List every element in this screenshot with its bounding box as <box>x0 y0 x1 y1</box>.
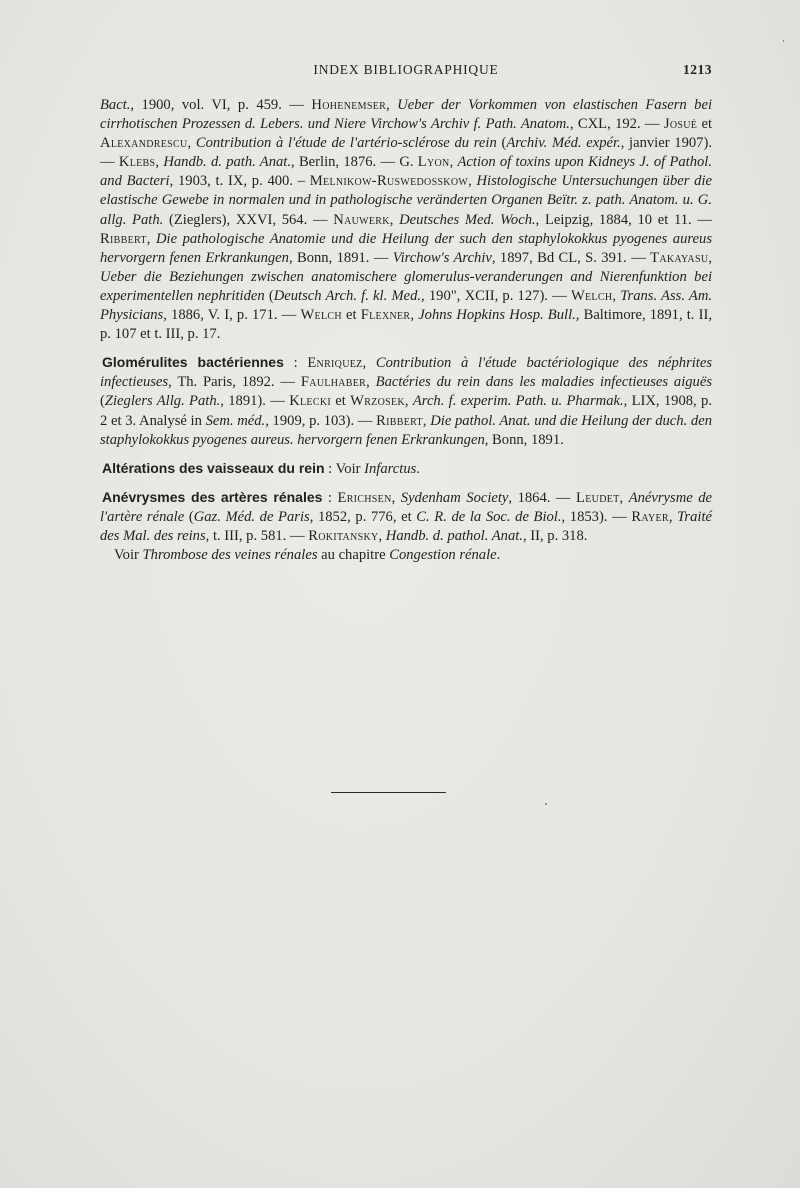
title-text: Trans. Ass. Am. Physicians <box>100 287 713 324</box>
ink-speck <box>783 40 784 42</box>
author-name: Nauwerk <box>333 211 390 228</box>
end-rule <box>331 792 446 793</box>
text-run: : Voir <box>324 460 365 477</box>
text-run: ( <box>264 287 274 304</box>
title-text: Contribution à l'étude de l'artério-sclérose du rein <box>195 135 497 152</box>
text-run: , Bonn, 1891. <box>484 431 564 448</box>
text-run: (Zieglers), XXVI, 564. — <box>163 211 334 228</box>
text-run: , <box>668 508 678 525</box>
author-name: Ribbert <box>376 412 423 429</box>
text-run: , <box>619 489 629 506</box>
see-also-note <box>100 546 712 565</box>
text-run: , <box>362 355 376 372</box>
text-run: , 1903, t. IX, p. 400. – <box>169 173 310 190</box>
text-run: , <box>366 374 376 391</box>
title-text: Traité des Mal. des reins <box>100 508 712 544</box>
text-run: , <box>391 489 401 506</box>
title-text: Bact. <box>100 97 131 113</box>
author-name: Hohenemser <box>311 97 387 113</box>
author-name: Erichsen <box>337 489 392 506</box>
section-glomerulites <box>100 353 712 449</box>
title-text: Handb. d. pathol. Anat. <box>385 527 523 544</box>
section-heading: Anévrysmes des artères rénales <box>102 488 323 505</box>
title-text: Handb. d. path. Anat. <box>163 154 292 171</box>
title-text: Archiv. Méd. expér. <box>506 135 621 152</box>
title-text: Congestion rénale <box>389 547 497 564</box>
author-name: Welch <box>300 307 342 324</box>
text-run: , t. III, p. 581. — <box>205 527 309 544</box>
text-run: , Baltimore, 1891, t. II, p. 107 et t. III, p. 17. <box>100 307 712 343</box>
title-text: Ueber die Beziehungen zwischen anatomischere glomerulus-veranderungen and Nierenfunktion bei experimentellen nephritiden <box>100 268 712 304</box>
section-alterations <box>100 459 712 479</box>
text-run: , 190", XCII, p. 127). — <box>421 287 571 304</box>
text-run: , <box>612 287 621 304</box>
text-run: , <box>404 393 413 410</box>
author-name: Alexandrescu <box>100 135 188 152</box>
author-name: Rokitansky <box>308 527 379 544</box>
text-run: , <box>389 211 400 228</box>
title-text: Gaz. Méd. de Paris <box>193 508 310 525</box>
text-run: , Leipzig, 1884, 10 et 11. — <box>535 211 713 228</box>
text-run: , <box>386 97 398 113</box>
text-run: au chapitre <box>317 547 390 564</box>
author-name: Wrzosek <box>350 393 405 410</box>
text-run: . <box>416 460 420 477</box>
text-run: , <box>422 412 431 429</box>
text-run: , CXL, 192. — <box>569 116 664 133</box>
author-name: Enriquez <box>307 355 363 372</box>
section-anevrysmes <box>100 488 712 546</box>
text-run: ( <box>184 508 194 525</box>
title-text: Die pathol. Anat. und die Heilung der duch. den staphylokokkus pyogenes aureus. hervorgern fenen Erkrankungen <box>100 412 712 448</box>
title-text: Deutsches Med. Woch. <box>399 211 536 228</box>
author-name: Ribbert <box>100 230 147 247</box>
header-title: INDEX BIBLIOGRAPHIQUE <box>313 62 499 77</box>
author-name: Takayasu <box>650 249 709 266</box>
title-text: Sem. méd. <box>205 412 266 429</box>
text-run: , <box>187 135 196 152</box>
text-run: , <box>155 154 164 171</box>
text-run: , 1886, V. I, p. 171. — <box>163 307 301 324</box>
text-run: , Berlin, 1876. — G. <box>291 154 418 171</box>
text-run: , <box>468 173 477 190</box>
section-heading: Altérations des vaisseaux du rein <box>102 459 325 476</box>
text-run: , <box>708 249 712 266</box>
title-text: Die pathologische Anatomie und die Heilung der such den staphylokokkus pyogenes aureus hervorgern fenen Erkrankungen <box>100 230 712 266</box>
text-run: , <box>146 230 156 247</box>
title-text: Sydenham Society <box>400 489 509 506</box>
author-name: Lyon <box>417 154 450 171</box>
author-name: Melnikow-Ruswedosskow <box>309 173 469 190</box>
text-run: , Bonn, 1891. — <box>288 249 393 266</box>
text-run: : <box>322 489 338 506</box>
title-text: Arch. f. experim. Path. u. Pharmak. <box>412 393 624 410</box>
section-heading: Glomérulites bactériennes <box>102 354 284 371</box>
author-name: Klebs <box>118 154 156 171</box>
text-run: , 1852, p. 776, et <box>309 508 417 525</box>
title-text: Johns Hopkins Hosp. Bull. <box>418 307 576 324</box>
text-run: et <box>330 393 351 410</box>
title-text: Thrombose des veines rénales <box>142 547 318 564</box>
author-name: Welch <box>570 287 613 304</box>
text-run: , <box>378 527 386 544</box>
text-run: , II, p. 318. <box>522 527 588 544</box>
author-name: Klecki <box>289 393 331 410</box>
page-number: 1213 <box>683 62 712 77</box>
title-text: Virchow's Archiv <box>392 249 492 266</box>
title-text: Deutsch Arch. f. kl. Med. <box>273 287 422 304</box>
title-text: Zieglers Allg. Path. <box>104 393 221 410</box>
text-run: : <box>283 355 308 372</box>
text-run: Voir <box>114 547 143 564</box>
text-run: , Th. Paris, 1892. — <box>168 374 301 391</box>
title-text: Contribution à l'étude bactériologique des néphrites infectieuses <box>100 355 713 391</box>
running-header <box>100 62 712 84</box>
text-run: ( <box>100 393 105 410</box>
ink-speck <box>545 803 547 805</box>
author-name: Josué <box>663 116 698 133</box>
text-run: , 1853). — <box>561 508 632 525</box>
bibliography-text <box>100 96 712 565</box>
text-run: et <box>697 116 712 133</box>
text-run: ( <box>496 135 507 152</box>
title-text: Histologische Untersuchungen über die elastische Gewebe in normalen und in pathologische veränderten Organen Beïtr. z. path. Anatom. u. G. allg. Path. <box>100 173 712 228</box>
text-run: , <box>449 154 458 171</box>
text-run: , 1891). — <box>220 393 290 410</box>
title-text: Anévrysme de l'artère rénale <box>100 489 713 525</box>
text-run: , 1864. — <box>508 489 577 506</box>
text-run: , 1909, p. 103). — <box>265 412 377 429</box>
text-run: , janvier 1907). — <box>100 135 712 171</box>
text-run: , 1900, vol. VI, p. 459. — <box>130 97 312 113</box>
title-text: Bactéries du rein dans les maladies infectieuses aiguës <box>375 374 712 391</box>
author-name: Rayer <box>631 508 669 525</box>
text-run: , <box>410 307 419 324</box>
title-text: Ueber der Vorkommen von elastischen Fasern bei cirrhotischen Prozessen d. Lebers. und Niere Virchow's Archiv f. Path. Anatom. <box>100 97 713 133</box>
text-run: et <box>341 307 361 324</box>
title-text: Infarctus <box>364 460 417 477</box>
text-run: , LIX, 1908, p. 2 et 3. Analysé in <box>100 393 712 429</box>
author-name: Flexner <box>360 307 411 324</box>
entry-continuation <box>100 96 712 344</box>
title-text: C. R. de la Soc. de Biol. <box>416 508 562 525</box>
text-run: . <box>496 547 501 564</box>
text-run: , 1897, Bd CL, S. 391. — <box>491 249 651 266</box>
author-name: Leudet <box>576 489 620 506</box>
author-name: Faulhaber <box>300 374 367 391</box>
title-text: Action of toxins upon Kidneys J. of Pathol. and Bacteri <box>100 154 713 190</box>
